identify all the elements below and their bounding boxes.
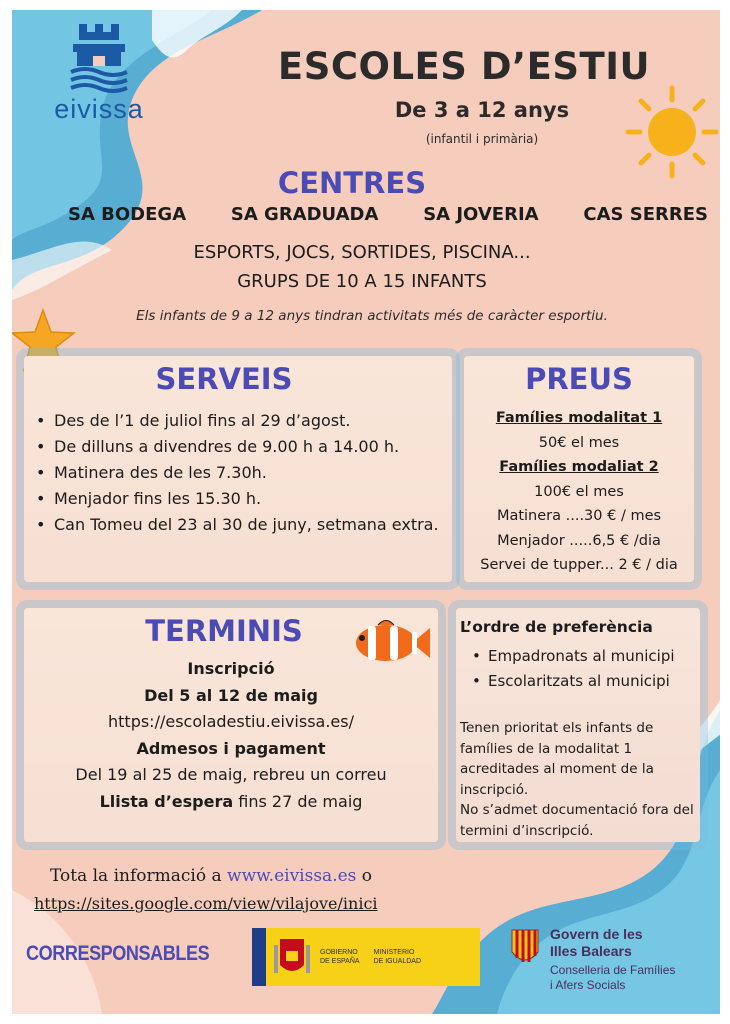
- govern-logo: [510, 926, 720, 993]
- gobierno-logo: [252, 928, 480, 986]
- centre-item: SA BODEGA: [68, 204, 187, 225]
- govern-text: [550, 926, 675, 993]
- ordre-heading: L’ordre de preferència: [460, 618, 653, 636]
- govern-line1: Govern de les: [550, 926, 643, 942]
- govern-line2: Illes Balears: [550, 943, 632, 959]
- page-title: ESCOLES D’ESTIU: [277, 45, 651, 88]
- conselleria-line2: i Afers Socials: [550, 978, 626, 992]
- terminis-box: [24, 608, 438, 842]
- modalitat-1-price: 50€ el mes: [538, 434, 620, 451]
- espera-label: Llista d’espera: [99, 791, 234, 811]
- modalitat-2-price: 100€ el mes: [534, 483, 624, 500]
- ministerio-line1: MINISTERIO: [373, 949, 415, 956]
- list-item: • Des de l’1 de juliol fins al 29 d’agost.: [34, 408, 444, 434]
- terminis-body: [24, 656, 438, 815]
- list-item: • Escolaritzats al municipi: [470, 669, 675, 694]
- modalitat-2-label: Famílies modaliat 2: [499, 459, 659, 475]
- gobierno-line2: DE ESPAÑA: [320, 958, 360, 965]
- corresponsables-logo: [18, 928, 238, 980]
- priority-text: Tenen prioritat els infants de famílies de la modalitat 1 acreditades al moment de la inscripció.: [460, 720, 654, 798]
- centre-item: CAS SERRES: [583, 204, 708, 225]
- corresponsables-text: CORRESPONSABLES: [26, 942, 210, 965]
- matinera-price: Matinera ....30 € / mes: [496, 508, 662, 524]
- admesos-label: Admesos i pagament: [136, 738, 326, 758]
- admesos-text: Del 19 al 25 de maig, rebreu un correu: [75, 765, 387, 784]
- inscripcio-dates: Del 5 al 12 de maig: [144, 685, 318, 705]
- ministerio-line2: DE IGUALDAD: [373, 958, 422, 965]
- menjador-price: Menjador .....6,5 € /dia: [497, 532, 661, 549]
- centre-item: SA GRADUADA: [230, 204, 379, 225]
- serveis-box: [24, 356, 452, 582]
- espera-text: fins 27 de maig: [233, 791, 363, 811]
- sporty-note: Els infants de 9 a 12 anys tindran activitats més de caràcter esportiu.: [136, 308, 608, 324]
- list-item: • Empadronats al municipi: [470, 644, 675, 669]
- eivissa-logo: [44, 22, 154, 125]
- tupper-price: Servei de tupper... 2 € / dia: [480, 557, 678, 573]
- eivissa-link[interactable]: www.eivissa.es: [227, 866, 357, 886]
- centres-list: [68, 204, 708, 225]
- preus-box: [464, 356, 694, 582]
- age-range: De 3 a 12 anys: [394, 98, 570, 122]
- activities-block: [112, 238, 612, 296]
- preus-heading: PREUS: [525, 362, 633, 396]
- activities-text: ESPORTS, JOCS, SORTIDES, PISCINA...: [193, 242, 531, 263]
- ordre-text: [460, 718, 696, 841]
- info-suffix: o: [356, 866, 373, 886]
- groups-text: GRUPS DE 10 A 15 INFANTS: [237, 271, 487, 292]
- castle-icon: [69, 22, 129, 96]
- espera-line: [24, 789, 438, 816]
- centres-heading: CENTRES: [277, 166, 427, 200]
- inscripcio-url[interactable]: https://escoladestiu.eivissa.es/: [108, 712, 354, 731]
- serveis-heading: SERVEIS: [155, 362, 293, 396]
- inscripcio-label: Inscripció: [187, 659, 275, 678]
- google-sites-link[interactable]: https://sites.google.com/view/vilajove/inici: [34, 894, 378, 913]
- spain-shield-icon: [272, 935, 312, 979]
- terminis-heading: TERMINIS: [145, 614, 303, 648]
- logo-text: eivissa: [54, 94, 144, 124]
- poster: [12, 10, 720, 1014]
- ordre-box: [456, 608, 700, 842]
- ministerio-text: [374, 948, 421, 966]
- age-note: (infantil i primària): [425, 132, 539, 146]
- list-item: • Matinera des de les 7.30h.: [34, 460, 444, 486]
- gobierno-line1: GOBIERNO: [320, 949, 358, 956]
- list-item: • De dilluns a divendres de 9.00 h a 14.00 h.: [34, 434, 444, 460]
- list-item: • Can Tomeu del 23 al 30 de juny, setmana extra.: [34, 512, 444, 538]
- docs-text: No s’admet documentació fora del termini d’inscripció.: [460, 802, 694, 839]
- info-prefix: Tota la informació a: [50, 866, 228, 886]
- modalitat-1-label: Famílies modalitat 1: [495, 410, 663, 426]
- centre-item: SA JOVERIA: [423, 204, 539, 225]
- eu-strip: [252, 928, 266, 986]
- balearic-shield-icon: [510, 928, 540, 968]
- conselleria-line1: Conselleria de Famílies: [550, 963, 676, 977]
- ordre-list: [470, 644, 675, 694]
- gobierno-banner: [266, 928, 480, 986]
- sun-icon: [624, 84, 720, 180]
- info-line: [50, 866, 510, 886]
- serveis-list: [34, 408, 444, 538]
- gobierno-text: [320, 948, 360, 966]
- list-item: • Menjador fins les 15.30 h.: [34, 486, 444, 512]
- preus-body: [464, 406, 694, 578]
